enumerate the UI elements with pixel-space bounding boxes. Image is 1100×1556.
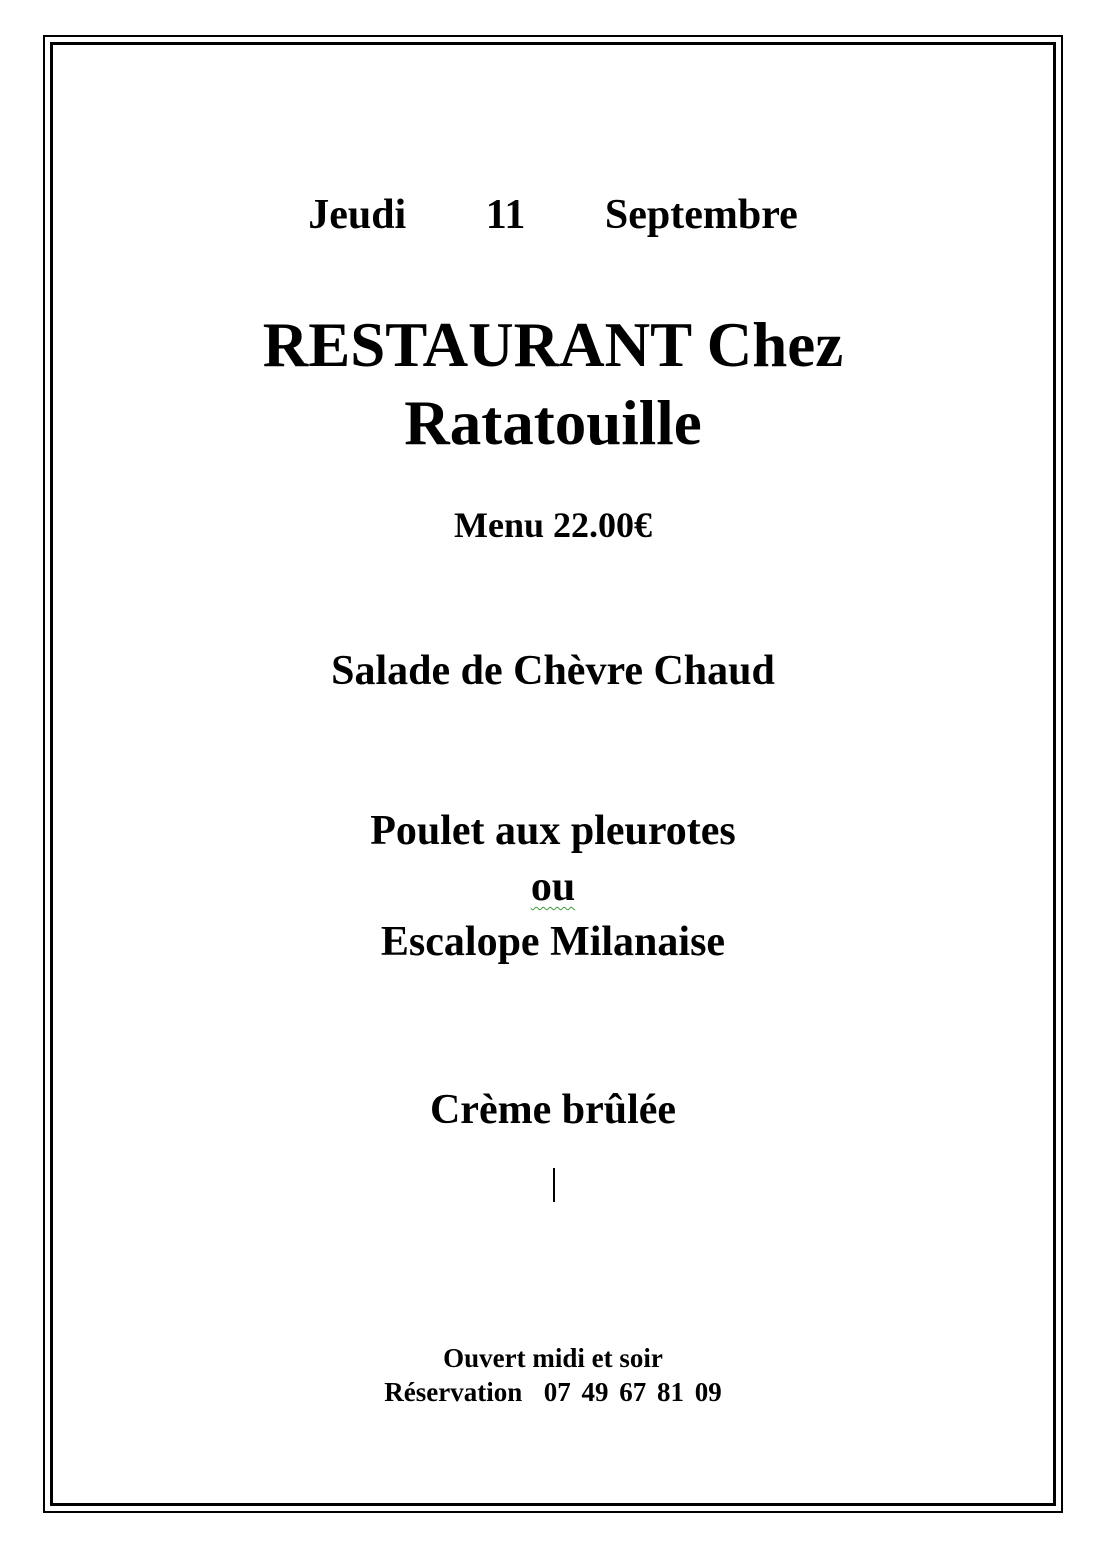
starter-dish: Salade de Chèvre Chaud — [331, 648, 775, 694]
opening-hours: Ouvert midi et soir — [443, 1343, 663, 1373]
main-dish-option-2: Escalope Milanaise — [380, 919, 726, 965]
or-separator-text: ou — [530, 864, 576, 910]
page-border-inner — [50, 42, 1056, 1506]
text-cursor[interactable] — [553, 1168, 555, 1202]
restaurant-name-line1: RESTAURANT Chez — [262, 310, 844, 380]
or-separator — [50, 862, 1056, 912]
restaurant-name-line2: Ratatouille — [404, 388, 702, 458]
main-dish-option-1: Poulet aux pleurotes — [370, 808, 736, 854]
dessert-dish: Crème brûlée — [429, 1087, 677, 1133]
reservation-phone: Réservation 07 49 67 81 09 — [384, 1377, 722, 1407]
menu-price: Menu 22.00€ — [454, 505, 652, 545]
menu-date: Jeudi 11 Septembre — [308, 192, 798, 238]
